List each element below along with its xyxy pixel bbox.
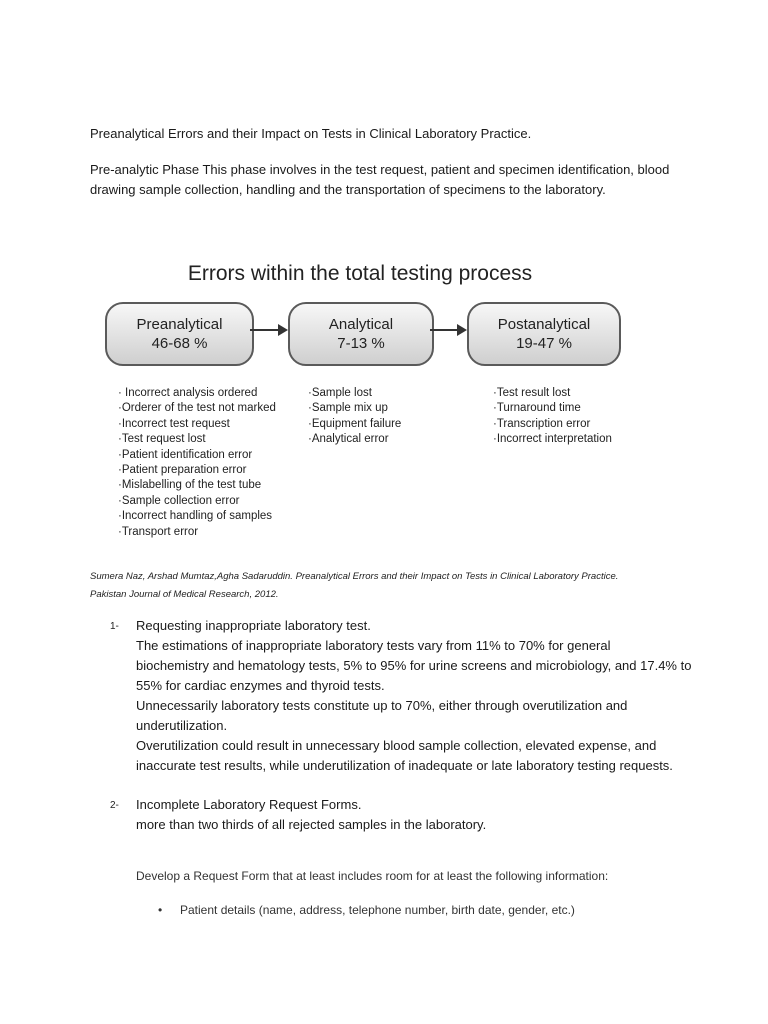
item-content bbox=[136, 795, 696, 835]
item-line: more than two thirds of all rejected samples in the laboratory. bbox=[136, 817, 487, 832]
intro-line: Pre-analytic Phase This phase involves in the test request, patient and specimen identification, blood bbox=[90, 162, 670, 177]
list-item: ·Transcription error bbox=[493, 417, 591, 430]
develop-form-text: Develop a Request Form that at least includes room for at least the following information: bbox=[136, 869, 609, 883]
item-line: Incomplete Laboratory Request Forms. bbox=[136, 797, 362, 812]
item-line: Requesting inappropriate laboratory test. bbox=[136, 618, 371, 633]
phase-range: 19-47 % bbox=[516, 335, 572, 352]
list-item: ·Patient identification error bbox=[118, 448, 253, 461]
document-title: Preanalytical Errors and their Impact on Tests in Clinical Laboratory Practice. bbox=[90, 126, 532, 141]
phase-box-postanalytical bbox=[467, 302, 621, 366]
list-item: · Incorrect analysis ordered bbox=[118, 387, 258, 399]
item-line: Overutilization could result in unnecessary blood sample collection, elevated expense, and bbox=[136, 738, 657, 753]
bullet-text: Patient details (name, address, telephone number, birth date, gender, etc.) bbox=[180, 903, 575, 917]
list-item: ·Sample collection error bbox=[118, 494, 240, 507]
item-line: biochemistry and hematology tests, 5% to 95% for urine screens and microbiology, and 17.4% to bbox=[136, 658, 692, 673]
item-number: 2- bbox=[110, 800, 119, 811]
list-item: ·Equipment failure bbox=[308, 417, 402, 430]
arrow-right-icon bbox=[430, 320, 470, 340]
list-item: ·Orderer of the test not marked bbox=[118, 402, 276, 415]
arrow-right-icon bbox=[250, 320, 290, 340]
list-item: ·Patient preparation error bbox=[118, 464, 247, 477]
item-line: inaccurate test results, while underutilization of inadequate or late laboratory testing requests. bbox=[136, 758, 673, 773]
list-item: ·Mislabelling of the test tube bbox=[118, 479, 262, 492]
error-list-preanalytical bbox=[118, 386, 276, 540]
bullet-item bbox=[158, 900, 718, 920]
figure-title: Errors within the total testing process bbox=[187, 262, 533, 285]
list-item: ·Incorrect handling of samples bbox=[118, 510, 273, 523]
item-content bbox=[136, 616, 696, 776]
list-item: ·Incorrect interpretation bbox=[493, 433, 612, 446]
item-line: The estimations of inappropriate laboratory tests vary from 11% to 70% for general bbox=[136, 638, 611, 653]
phase-name: Analytical bbox=[328, 316, 394, 333]
phase-range: 46-68 % bbox=[151, 335, 208, 352]
citation-line: Sumera Naz, Arshad Mumtaz,Agha Sadaruddin. Preanalytical Errors and their Impact on Tests in Clinical Laboratory Practice. bbox=[90, 571, 619, 582]
phase-box-analytical bbox=[288, 302, 434, 366]
citation-line: Pakistan Journal of Medical Research, 2012. bbox=[90, 589, 279, 600]
list-item: ·Turnaround time bbox=[493, 402, 581, 415]
list-item: ·Sample lost bbox=[308, 387, 372, 399]
item-number: 1- bbox=[110, 621, 119, 632]
phase-name: Postanalytical bbox=[497, 316, 591, 333]
bullet-icon: • bbox=[158, 903, 163, 917]
testing-process-figure bbox=[100, 258, 620, 548]
list-item: ·Test result lost bbox=[493, 387, 571, 399]
phase-name: Preanalytical bbox=[136, 316, 223, 333]
list-item: ·Transport error bbox=[118, 525, 199, 538]
list-item: ·Incorrect test request bbox=[118, 417, 230, 430]
intro-paragraph bbox=[90, 160, 690, 200]
error-list-postanalytical bbox=[493, 386, 612, 448]
item-line: Unnecessarily laboratory tests constitute up to 70%, either through overutilization and bbox=[136, 698, 628, 713]
list-item: ·Test request lost bbox=[118, 433, 206, 446]
error-list-analytical bbox=[308, 386, 401, 448]
list-item: ·Analytical error bbox=[308, 433, 389, 446]
figure-citation bbox=[90, 568, 710, 604]
item-line: underutilization. bbox=[136, 718, 228, 733]
phase-range: 7-13 % bbox=[337, 335, 385, 352]
item-line: 55% for cardiac enzymes and thyroid tests. bbox=[136, 678, 385, 693]
phase-box-preanalytical bbox=[105, 302, 254, 366]
list-item: ·Sample mix up bbox=[308, 402, 388, 415]
intro-line: drawing sample collection, handling and the transportation of specimens to the laboratory. bbox=[90, 182, 606, 197]
